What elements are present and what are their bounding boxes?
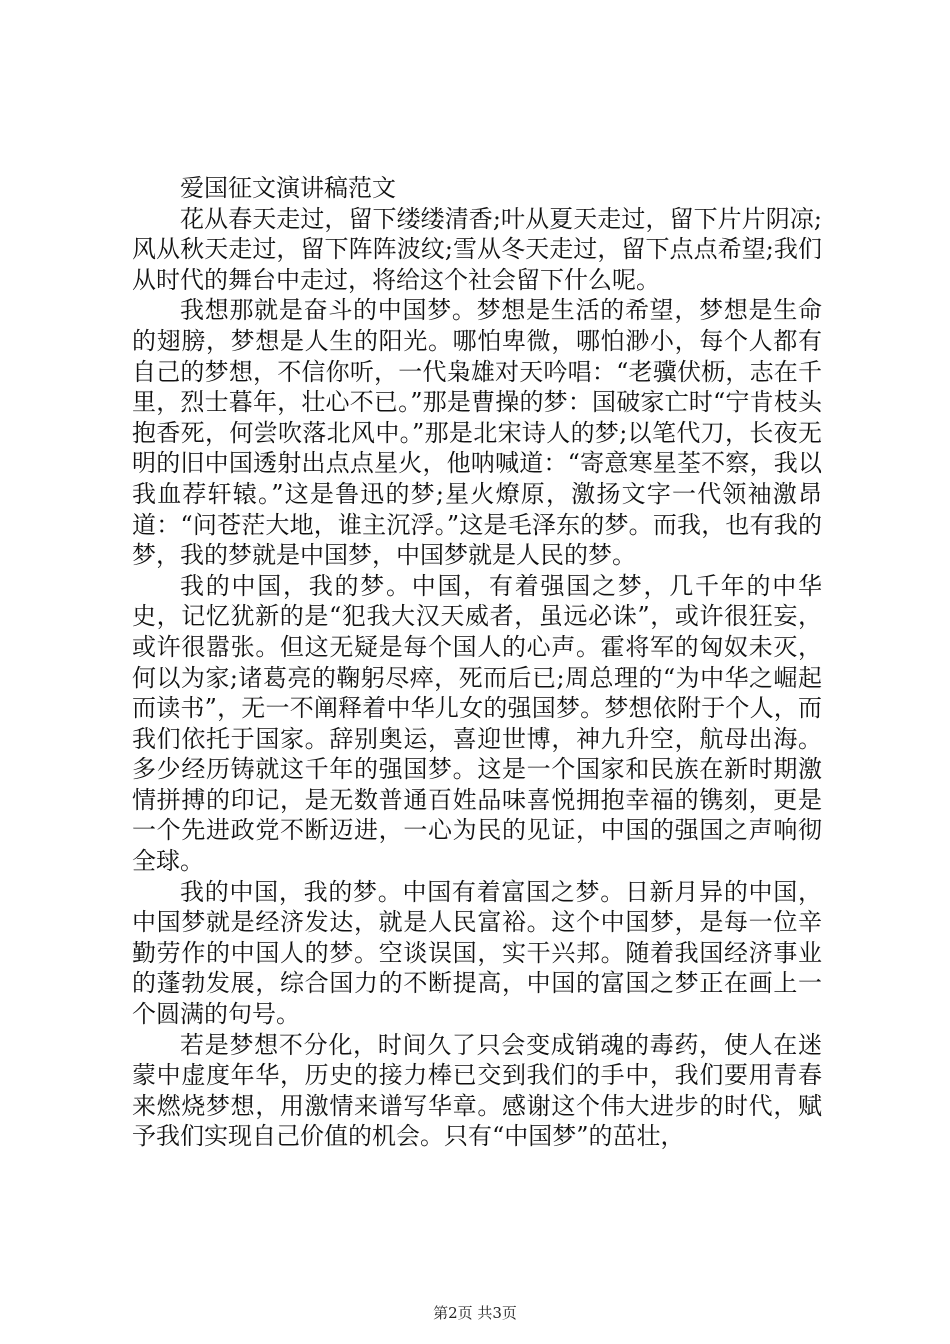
paragraph-5: 若是梦想不分化，时间久了只会变成销魂的毒药，使人在迷蒙中虚度年华，历史的接力棒已交到我们的手中，我们要用青春来燃烧梦想，用激情来谱写华章。感谢这个伟大进步的时代，赋予我们实现自己价值的机会。只有“中国梦”的茁壮， (132, 1030, 822, 1151)
paragraph-3: 我的中国，我的梦。中国，有着强国之梦，几千年的中华史，记忆犹新的是“犯我大汉天威者，虽远必诛”，或许很狂妄，或许很嚣张。但这无疑是每个国人的心声。霍将军的匈奴未灭，何以为家;诸葛亮的鞠躬尽瘁，死而后已;周总理的“为中华之崛起而读书”，无一不阐释着中华儿女的强国梦。梦想依附于个人，而我们依托于国家。辞别奥运，喜迎世博，神九升空，航母出海。多少经历铸就这千年的强国梦。这是一个国家和民族在新时期激情拼搏的印记，是无数普通百姓品味喜悦拥抱幸福的镌刻，更是一个先进政党不断迈进，一心为民的见证，中国的强国之声响彻全球。 (132, 571, 822, 876)
document-body (132, 173, 822, 1152)
document-title: 爱国征文演讲稿范文 (180, 174, 396, 202)
paragraph-2: 我想那就是奋斗的中国梦。梦想是生活的希望，梦想是生命的翅膀，梦想是人生的阳光。哪怕卑微，哪怕渺小，每个人都有自己的梦想，不信你听，一代枭雄对天吟唱：“老骥伏枥，志在千里，烈士暮年，壮心不已。”那是曹操的梦：国破家亡时“宁肯枝头抱香死，何尝吹落北风中。”那是北宋诗人的梦;以笔代刀，长夜无明的旧中国透射出点点星火，他呐喊道：“寄意寒星荃不察，我以我血荐轩辕。”这是鲁迅的梦;星火燎原，激扬文字一代领袖激昂道：“问苍茫大地，谁主沉浮。”这是毛泽东的梦。而我，也有我的梦，我的梦就是中国梦，中国梦就是人民的梦。 (132, 296, 822, 570)
paragraph-1: 花从春天走过，留下缕缕清香;叶从夏天走过，留下片片阴凉;风从秋天走过，留下阵阵波纹;雪从冬天走过，留下点点希望;我们从时代的舞台中走过，将给这个社会留下什么呢。 (132, 204, 822, 294)
page-footer: 第2页 共3页 (433, 1304, 517, 1322)
paragraph-4: 我的中国，我的梦。中国有着富国之梦。日新月异的中国，中国梦就是经济发达，就是人民富裕。这个中国梦，是每一位辛勤劳作的中国人的梦。空谈误国，实干兴邦。随着我国经济事业的蓬勃发展，综合国力的不断提高，中国的富国之梦正在画上一个圆满的句号。 (132, 877, 822, 1029)
